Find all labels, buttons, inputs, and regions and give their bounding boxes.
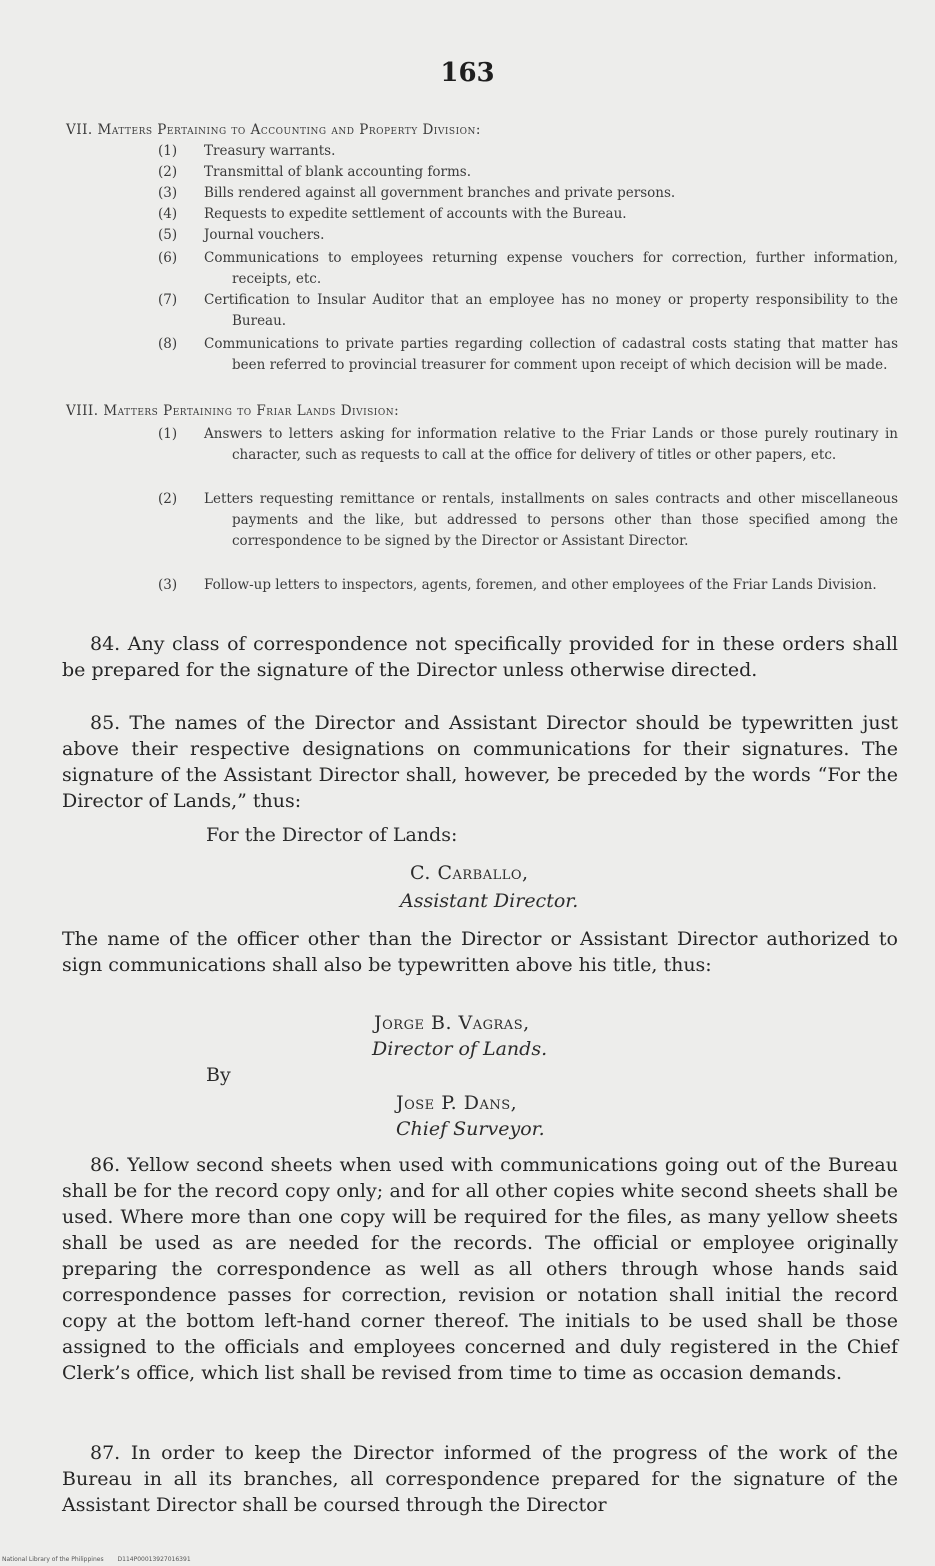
signature-title-vagras: Director of Lands. (372, 1038, 548, 1060)
list-item (158, 225, 898, 246)
list-item (158, 248, 898, 290)
list-item (158, 204, 898, 225)
item-number: (3) (158, 577, 178, 593)
section-viii-heading: VIII. Matters Pertaining to Friar Lands Division: (66, 403, 400, 419)
list-item (158, 575, 898, 596)
paragraph-85 (62, 710, 898, 814)
item-number: (4) (158, 206, 178, 222)
signature-name-carballo: C. Carballo, (410, 862, 529, 884)
item-text: Treasury warrants. (204, 143, 336, 159)
item-text: Letters requesting remittance or rentals, installments on sales contracts and other miscellaneous payments and the like, but addressed to persons other than those specified among the correspondence to be signed by the Director or Assistant Director. (204, 491, 898, 549)
paragraph-87-text: 87. In order to keep the Director informed of the progress of the work of the Bureau in all its branches, all correspondence prepared for the signature of the Assistant Director shall be coursed through the Director (62, 1442, 898, 1516)
item-text: Communications to private parties regarding collection of cadastral costs stating that matter has been referred to provincial treasurer for comment upon receipt of which decision will be made. (204, 336, 898, 373)
list-item (158, 334, 898, 376)
item-text: Requests to expedite settlement of accounts with the Bureau. (204, 206, 627, 222)
item-number: (8) (158, 336, 178, 352)
item-number: (2) (158, 491, 178, 507)
item-text: Answers to letters asking for information relative to the Friar Lands or those purely routinary in character, such as requests to call at the office for delivery of titles or other papers, etc. (204, 426, 898, 463)
paragraph-85-continued (62, 926, 898, 978)
list-item (158, 424, 898, 466)
paragraph-84 (62, 631, 898, 683)
section-vii-heading: VII. Matters Pertaining to Accounting and Property Division: (66, 122, 481, 138)
by-label: By (206, 1064, 231, 1086)
item-number: (7) (158, 292, 178, 308)
item-number: (1) (158, 426, 178, 442)
list-item (158, 183, 898, 204)
paragraph-85b-text: The name of the officer other than the Director or Assistant Director authorized to sign communications shall also be typewritten above his title, thus: (62, 928, 898, 976)
paragraph-84-text: 84. Any class of correspondence not specifically provided for in these orders shall be prepared for the signature of the Director unless otherwise directed. (62, 633, 898, 681)
list-item (158, 141, 898, 162)
paragraph-85-text: 85. The names of the Director and Assistant Director should be typewritten just above their respective designations on communications for their signatures. The signature of the Assistant Director shall, however, be preceded by the words “For the Director of Lands,” thus: (62, 712, 898, 812)
item-text: Transmittal of blank accounting forms. (204, 164, 472, 180)
item-number: (5) (158, 227, 178, 243)
for-director-line: For the Director of Lands: (206, 824, 458, 846)
item-text: Certification to Insular Auditor that an employee has no money or property responsibility to the Bureau. (204, 292, 898, 329)
item-number: (3) (158, 185, 178, 201)
list-item (158, 162, 898, 183)
paragraph-86-text: 86. Yellow second sheets when used with communications going out of the Bureau shall be for the record copy only; and for all other copies white second sheets shall be used. Where more than one copy will be required for the files, as many yellow sheets shall be used as are needed for the records. The official or employee originally preparing the correspondence as well as all others through whose hands said correspondence passes for correction, revision or notation shall initial the record copy at the bottom left-hand corner thereof. The initials to be used shall be those assigned to the officials and employees concerned and duly registered in the Chief Clerk’s office, which list shall be revised from time to time as occasion demands. (62, 1154, 898, 1384)
page-number: 163 (440, 58, 495, 88)
signature-title-dans: Chief Surveyor. (396, 1118, 545, 1140)
list-item (158, 489, 898, 552)
item-number: (2) (158, 164, 178, 180)
scan-footer (2, 1556, 203, 1563)
item-text: Follow-up letters to inspectors, agents, foremen, and other employees of the Friar Lands Division. (204, 577, 877, 593)
footer-library: National Library of the Philippines (2, 1556, 104, 1563)
signature-name-vagras: Jorge B. Vagras, (374, 1012, 530, 1034)
item-text: Bills rendered against all government branches and private persons. (204, 185, 676, 201)
paragraph-86 (62, 1152, 898, 1386)
item-text: Journal vouchers. (204, 227, 325, 243)
signature-title-carballo: Assistant Director. (400, 890, 579, 912)
paragraph-87 (62, 1440, 898, 1518)
item-number: (6) (158, 250, 178, 266)
item-text: Communications to employees returning expense vouchers for correction, further information, receipts, etc. (204, 250, 898, 287)
signature-name-dans: Jose P. Dans, (396, 1092, 518, 1114)
footer-code: D114P00013927016391 (117, 1556, 191, 1563)
item-number: (1) (158, 143, 178, 159)
list-item (158, 290, 898, 332)
